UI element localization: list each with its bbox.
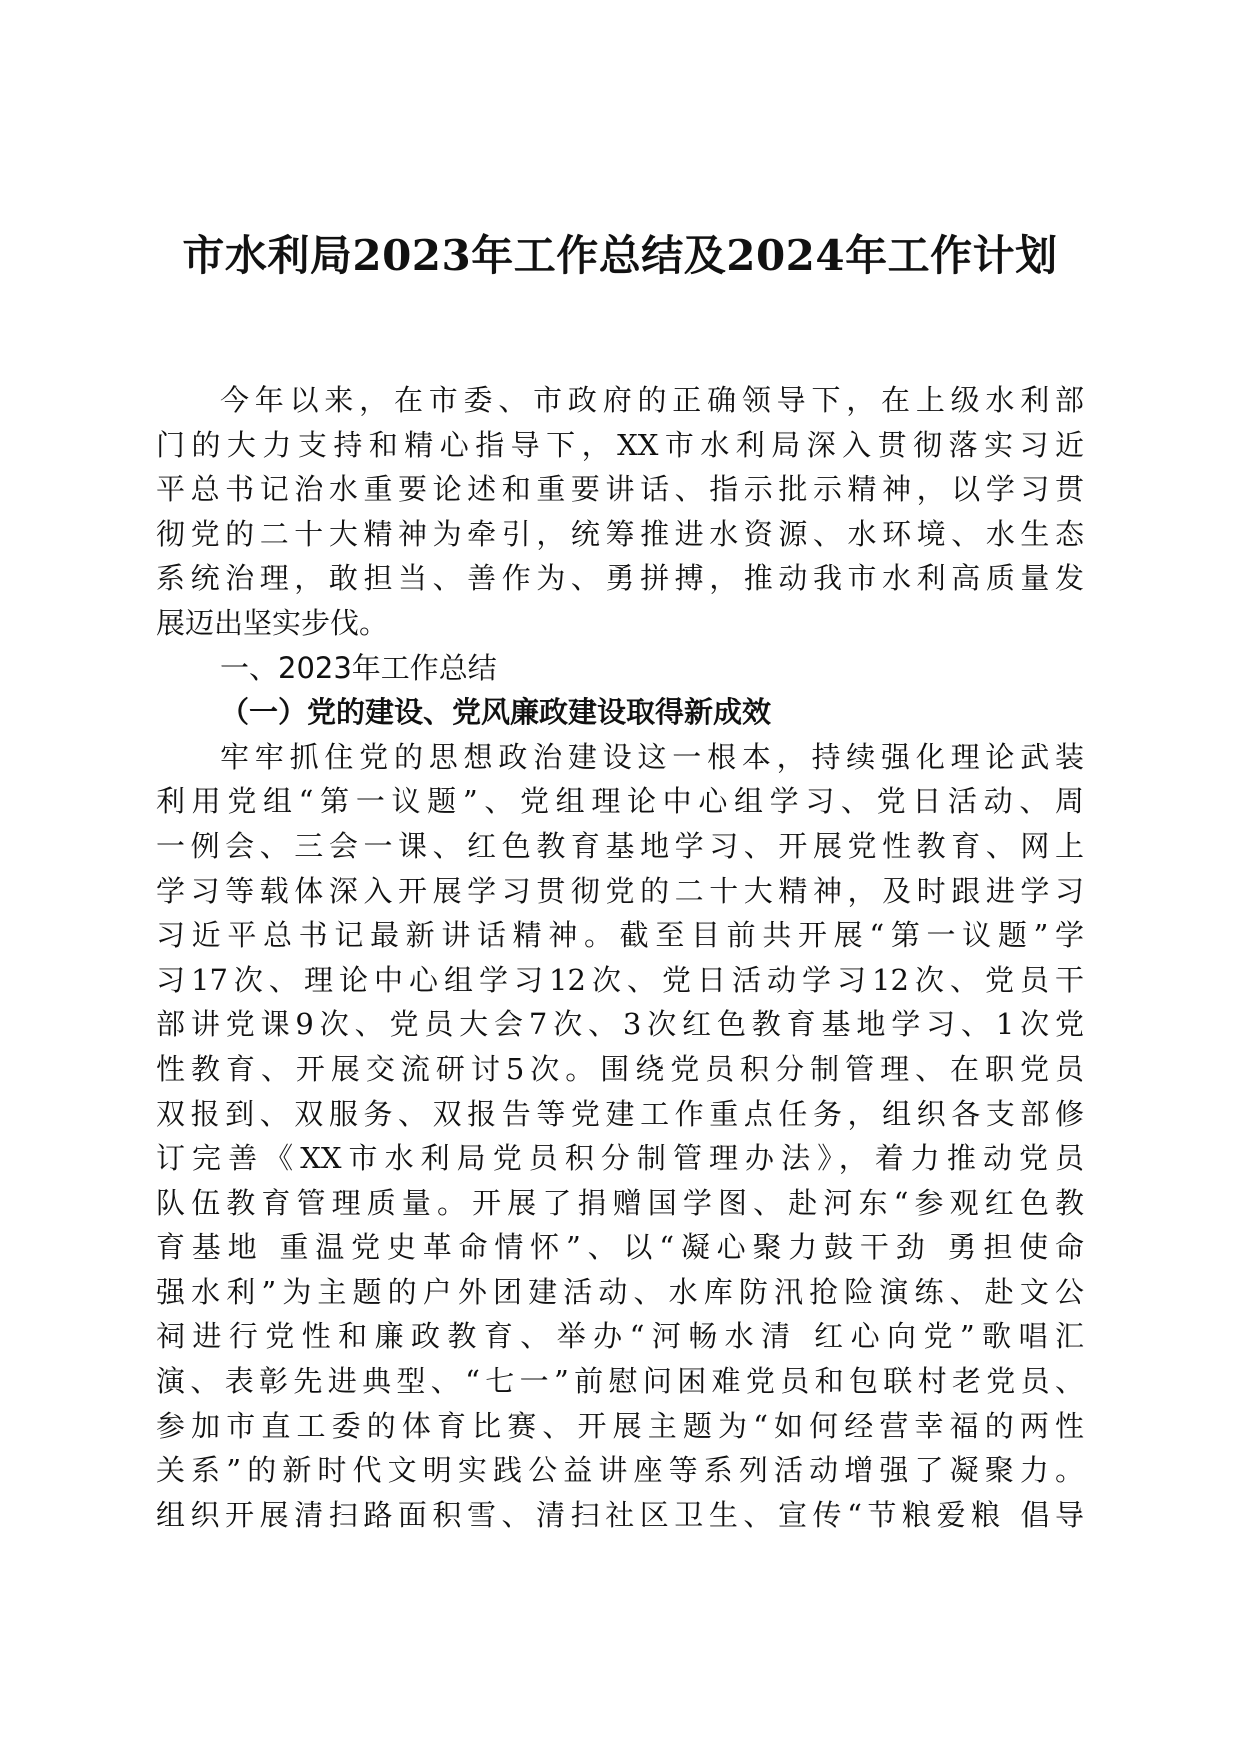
paragraph-line: 订完善《XX市水利局党员积分制管理办法》，着力推动党员	[156, 1141, 1084, 1176]
paragraph-line: 强水利”为主题的户外团建活动、水库防汛抢险演练、赴文公	[156, 1274, 1084, 1309]
paragraph-line: 学习等载体深入开展学习贯彻党的二十大精神，及时跟进学习	[156, 873, 1084, 908]
paragraph-line: 牢牢抓住党的思想政治建设这一根本，持续强化理论武装	[220, 739, 1084, 774]
intro-line: 彻党的二十大精神为牵引，统筹推进水资源、水环境、水生态	[156, 516, 1084, 551]
document-body	[156, 378, 1084, 1537]
intro-line: 门的大力支持和精心指导下，XX市水利局深入贯彻落实习近	[156, 427, 1084, 462]
paragraph-line: 参加市直工委的体育比赛、开展主题为“如何经营幸福的两性	[156, 1408, 1084, 1443]
paragraph-line: 队伍教育管理质量。开展了捐赠国学图、赴河东“参观红色教	[156, 1185, 1084, 1220]
paragraph-line: 组织开展清扫路面积雪、清扫社区卫生、宣传“节粮爱粮 倡导	[156, 1497, 1084, 1532]
paragraph-line: 祠进行党性和廉政教育、举办“河畅水清 红心向党”歌唱汇	[156, 1319, 1084, 1354]
intro-line: 今年以来，在市委、市政府的正确领导下，在上级水利部	[220, 383, 1084, 417]
paragraph-line: 演、表彰先进典型、“七一”前慰问困难党员和包联村老党员、	[156, 1364, 1084, 1399]
subsection-heading: （一）党的建设、党风廉政建设取得新成效	[220, 695, 772, 730]
paragraph-line: 一例会、三会一课、红色教育基地学习、开展党性教育、网上	[156, 828, 1084, 863]
paragraph-line: 习近平总书记最新讲话精神。截至目前共开展“第一议题”学	[156, 918, 1084, 953]
intro-line: 展迈出坚实步伐。	[156, 605, 389, 640]
paragraph-line: 部讲党课9次、党员大会7次、3次红色教育基地学习、1次党	[156, 1007, 1084, 1042]
paragraph-line: 习17次、理论中心组学习12次、党日活动学习12次、党员干	[156, 962, 1084, 997]
paragraph-line: 关系”的新时代文明实践公益讲座等系列活动增强了凝聚力。	[156, 1453, 1084, 1488]
paragraph-line: 育基地 重温党史革命情怀”、以“凝心聚力鼓干劲 勇担使命	[156, 1230, 1084, 1265]
document-title: 市水利局2023年工作总结及2024年工作计划	[182, 231, 1058, 280]
paragraph-line: 性教育、开展交流研讨5次。围绕党员积分制管理、在职党员	[156, 1051, 1084, 1086]
section-heading: 一、2023年工作总结	[220, 650, 497, 685]
intro-line: 系统治理，敢担当、善作为、勇拼搏，推动我市水利高质量发	[156, 561, 1084, 596]
paragraph-line: 利用党组“第一议题”、党组理论中心组学习、党日活动、周	[156, 784, 1084, 819]
intro-line: 平总书记治水重要论述和重要讲话、指示批示精神，以学习贯	[156, 472, 1084, 507]
paragraph-line: 双报到、双服务、双报告等党建工作重点任务，组织各支部修	[156, 1096, 1084, 1131]
